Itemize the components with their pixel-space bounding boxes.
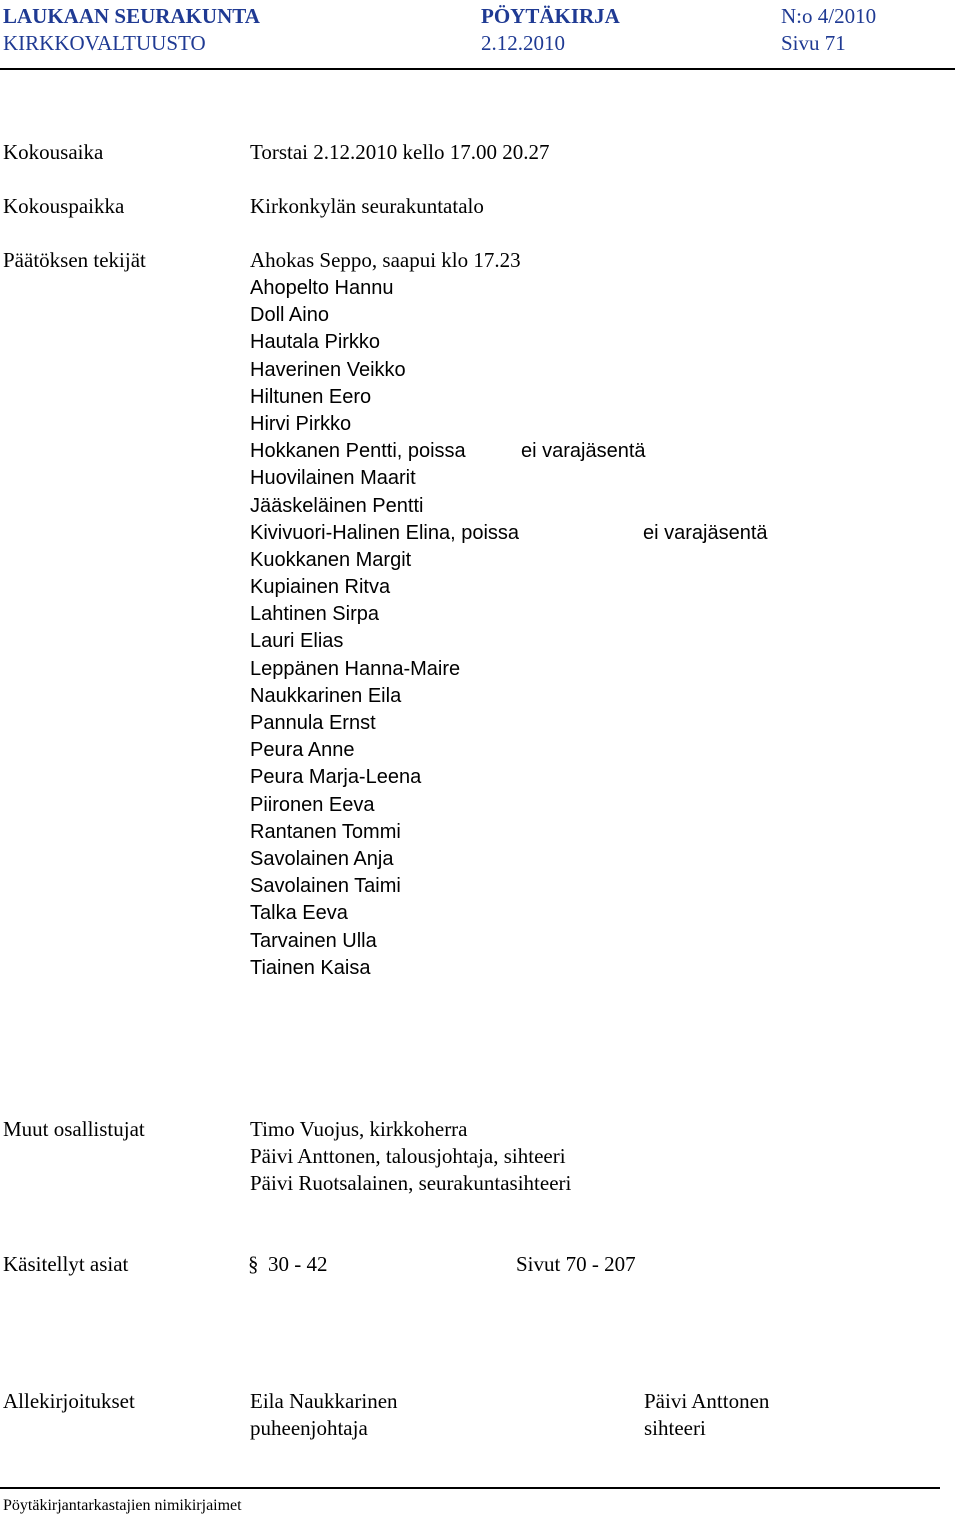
member-name: Tarvainen Ulla: [250, 929, 377, 952]
doc-number: N:o 4/2010: [781, 4, 877, 28]
handled-sections: 30 - 42: [268, 1252, 328, 1276]
member-row: [250, 302, 519, 329]
member-name: Kivivuori-Halinen Elina, poissa: [250, 521, 520, 544]
footer-divider: [0, 1487, 940, 1489]
member-row: [250, 574, 519, 601]
member-name: Pannula Ernst: [250, 712, 376, 734]
others-item: Timo Vuojus, kirkkoherra: [250, 1117, 468, 1141]
member-name: Huovilainen Maarit: [250, 467, 416, 490]
section-symbol: §: [248, 1252, 259, 1276]
doc-date: 2.12.2010: [481, 31, 565, 55]
member-name: Piironen Eeva: [250, 793, 375, 816]
meeting-place-value: Kirkonkylän seurakuntatalo: [250, 194, 484, 218]
member-row: [250, 710, 519, 737]
member-name: Savolainen Anja: [250, 847, 394, 870]
member-name: Hiltunen Eero: [250, 385, 372, 408]
member-name: Peura Anne: [250, 739, 355, 762]
meeting-time-value: Torstai 2.12.2010 kello 17.00 20.27: [250, 140, 550, 164]
org-name: LAUKAAN SEURAKUNTA: [3, 4, 260, 28]
member-name: Savolainen Taimi: [250, 875, 401, 898]
member-row: [250, 737, 519, 764]
member-row: [250, 792, 519, 819]
member-name: Rantanen Tommi: [250, 820, 401, 843]
handled-pages: Sivut 70 - 207: [516, 1252, 636, 1276]
member-name: Hautala Pirkko: [250, 331, 381, 354]
member-row: [250, 628, 519, 655]
member-row: [250, 873, 519, 900]
member-row: [250, 928, 519, 955]
member-row: [250, 955, 519, 982]
member-row: [250, 329, 519, 356]
others-label: Muut osallistujat: [3, 1117, 145, 1141]
member-note: ei varajäsentä: [643, 521, 768, 544]
signatures-label: Allekirjoitukset: [3, 1389, 135, 1413]
meeting-place-label: Kokouspaikka: [3, 194, 125, 218]
member-name: Kupiainen Ritva: [250, 576, 391, 599]
member-name: Ahopelto Hannu: [250, 277, 394, 299]
member-row: [250, 547, 519, 574]
doc-type: PÖYTÄKIRJA: [481, 4, 620, 28]
member-name: Lahtinen Sirpa: [250, 603, 379, 626]
member-name: Doll Aino: [250, 304, 329, 327]
member-row: [250, 601, 519, 628]
member-name: Peura Marja-Leena: [250, 766, 422, 789]
header-divider: [0, 68, 955, 70]
member-name: Lauri Elias: [250, 630, 344, 653]
member-row: [250, 683, 519, 710]
body-name: KIRKKOVALTUUSTO: [3, 31, 206, 55]
page-number: Sivu 71: [781, 31, 846, 55]
chair-name: Eila Naukkarinen: [250, 1389, 398, 1413]
member-row: [250, 411, 519, 438]
others-item: Päivi Ruotsalainen, seurakuntasihteeri: [250, 1171, 572, 1195]
member-row: [250, 819, 519, 846]
handled-label: Käsitellyt asiat: [3, 1252, 129, 1276]
member-row: [250, 520, 768, 547]
member-row: [250, 656, 519, 683]
member-name: Talka Eeva: [250, 902, 348, 925]
secretary-name: Päivi Anttonen: [644, 1389, 770, 1413]
member-name: Jääskeläinen Pentti: [250, 494, 424, 517]
member-name: Hirvi Pirkko: [250, 412, 352, 435]
member-row: [250, 357, 519, 384]
meeting-time-label: Kokousaika: [3, 140, 104, 164]
footer-text: Pöytäkirjantarkastajien nimikirjaimet: [3, 1497, 242, 1514]
member-row: [250, 900, 519, 927]
secretary-role: sihteeri: [644, 1416, 706, 1440]
member-name: Tiainen Kaisa: [250, 956, 371, 979]
member-row: [250, 275, 519, 302]
member-name: Naukkarinen Eila: [250, 684, 402, 707]
member-name: Kuokkanen Margit: [250, 548, 412, 571]
member-row: [250, 438, 646, 465]
member-row: [250, 846, 519, 873]
member-note: ei varajäsentä: [521, 440, 646, 463]
deciders-label: Päätöksen tekijät: [3, 248, 146, 272]
chair-role: puheenjohtaja: [250, 1416, 368, 1440]
member-row: [250, 764, 519, 791]
member-row: [250, 384, 519, 411]
member-name: Hokkanen Pentti, poissa: [250, 440, 466, 463]
member-name: Haverinen Veikko: [250, 358, 406, 381]
member-name: Leppänen Hanna-Maire: [250, 657, 461, 680]
member-row: [250, 493, 519, 520]
first-decider: Ahokas Seppo, saapui klo 17.23: [250, 248, 521, 272]
others-item: Päivi Anttonen, talousjohtaja, sihteeri: [250, 1144, 566, 1168]
member-row: [250, 465, 519, 492]
member-list: [250, 275, 768, 982]
